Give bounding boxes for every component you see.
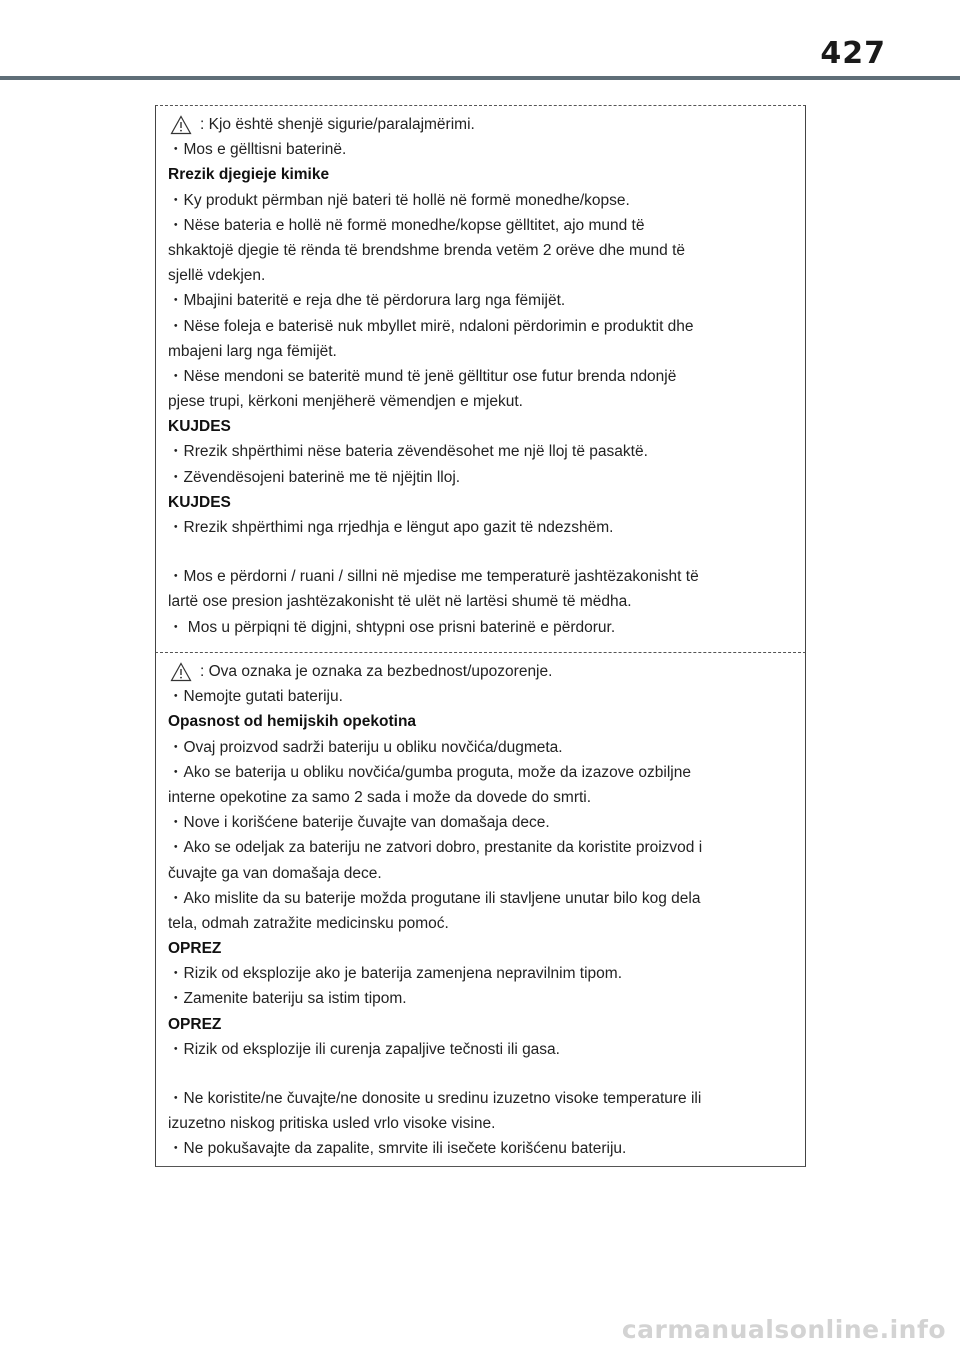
albanian-content (168, 112, 788, 640)
serbian-text-line: ・Ako se odeljak za bateriju ne zatvori dobro, prestanite da koristite proizvod i (168, 839, 703, 857)
albanian-text-line: ・Mbajini bateritë e reja dhe të përdorura larg nga fëmijët. (168, 292, 566, 310)
albanian-text-line: shkaktojë djegie të rënda të brendshme brenda vetëm 2 orëve dhe mund të (168, 241, 685, 259)
serbian-text-line: izuzetno niskog pritiska usled vrlo visoke visine. (168, 1115, 496, 1133)
serbian-text-line: čuvajte ga van domašaja dece. (168, 864, 382, 882)
albanian-text-line: ・Nëse bateria e hollë në formë monedhe/kopse gëlltitet, ajo mund të (168, 216, 645, 234)
warning-triangle-icon (170, 115, 192, 135)
albanian-text-line: ・Rrezik shpërthimi nga rrjedhja e lëngut apo gazit të ndezshëm. (168, 519, 614, 536)
albanian-heading: KUJDES (168, 493, 231, 511)
albanian-text-line: ・Ky produkt përmban një bateri të hollë në formë monedhe/kopse. (168, 191, 630, 209)
serbian-text-line: ・Ne pokušavajte da zapalite, smrvite ili isečete korišćenu bateriju. (168, 1140, 627, 1158)
serbian-heading: OPREZ (168, 1015, 222, 1033)
albanian-text-line: mbajeni larg nga fëmijët. (168, 342, 337, 360)
serbian-text-line: ・Rizik od eksplozije ako je baterija zamenjena nepravilnim tipom. (168, 965, 623, 983)
serbian-heading: Opasnost od hemijskih opekotina (168, 713, 417, 731)
albanian-text-line: ・Zëvendësojeni baterinë me të njëjtin lloj. (168, 468, 461, 486)
serbian-text-line: interne opekotine za samo 2 sada i može da dovede do smrti. (168, 788, 592, 806)
albanian-spacer (168, 540, 788, 564)
serbian-text-line: ・Zamenite bateriju sa istim tipom. (168, 990, 407, 1008)
albanian-text-line: ・Mos e gëlltisni baterinë. (168, 141, 347, 159)
serbian-text-line: ・Ako mislite da su baterije možda progutane ili stavljene unutar bilo kog dela (168, 889, 701, 907)
serbian-content (168, 659, 788, 1162)
serbian-title-text: : Ova oznaka je oznaka za bezbednost/upozorenje. (200, 663, 553, 680)
serbian-spacer (168, 1062, 788, 1086)
albanian-title-text: : Kjo është shenjë sigurie/paralajmërimi. (200, 116, 475, 133)
albanian-heading: KUJDES (168, 418, 231, 436)
serbian-text-line: ・Ovaj proizvod sadrži bateriju u obliku novčića/dugmeta. (168, 738, 563, 756)
albanian-text-line: ・Nëse mendoni se bateritë mund të jenë gëlltitur ose futur brenda ndonjë (168, 367, 677, 385)
serbian-text-line: ・Rizik od eksplozije ili curenja zapaljive tečnosti ili gasa. (168, 1040, 560, 1058)
albanian-lines (168, 137, 788, 640)
header-rule (0, 76, 960, 80)
albanian-text-line: ・Mos e përdorni / ruani / sillni në mjedise me temperaturë jashtëzakonisht të (168, 568, 699, 586)
page-number: 427 (820, 36, 886, 71)
serbian-warning-box (155, 652, 806, 1167)
albanian-text-line: ・Rrezik shpërthimi nëse bateria zëvendësohet me një lloj të pasaktë. (168, 443, 648, 461)
serbian-text-line: ・Nove i korišćene baterije čuvajte van domašaja dece. (168, 814, 550, 832)
albanian-heading: Rrezik djegieje kimike (168, 166, 330, 184)
albanian-title-row (168, 112, 788, 137)
watermark-logo: carmanualsonline.info (621, 1315, 946, 1344)
serbian-lines (168, 684, 788, 1161)
serbian-title-row (168, 659, 788, 684)
albanian-text-line: sjellë vdekjen. (168, 267, 266, 285)
albanian-warning-box (155, 105, 806, 652)
albanian-text-line: lartë ose presion jashtëzakonisht të ulët në lartësi shumë të mëdha. (168, 593, 632, 611)
serbian-text-line: ・Ako se baterija u obliku novčića/gumba proguta, može da izazove ozbiljne (168, 763, 691, 781)
serbian-text-line: ・Nemojte gutati bateriju. (168, 688, 343, 706)
serbian-text-line: tela, odmah zatražite medicinsku pomoć. (168, 914, 449, 932)
albanian-text-line: pjese trupi, kërkoni menjëherë vëmendjen e mjekut. (168, 393, 523, 411)
serbian-text-line: ・Ne koristite/ne čuvajte/ne donosite u sredinu izuzetno visoke temperature ili (168, 1090, 702, 1107)
warning-triangle-icon (170, 662, 192, 682)
serbian-heading: OPREZ (168, 940, 222, 958)
albanian-text-line: ・ Mos u përpiqni të digjni, shtypni ose prisni baterinë e përdorur. (168, 618, 616, 636)
albanian-text-line: ・Nëse foleja e baterisë nuk mbyllet mirë, ndaloni përdorimin e produktit dhe (168, 317, 694, 335)
